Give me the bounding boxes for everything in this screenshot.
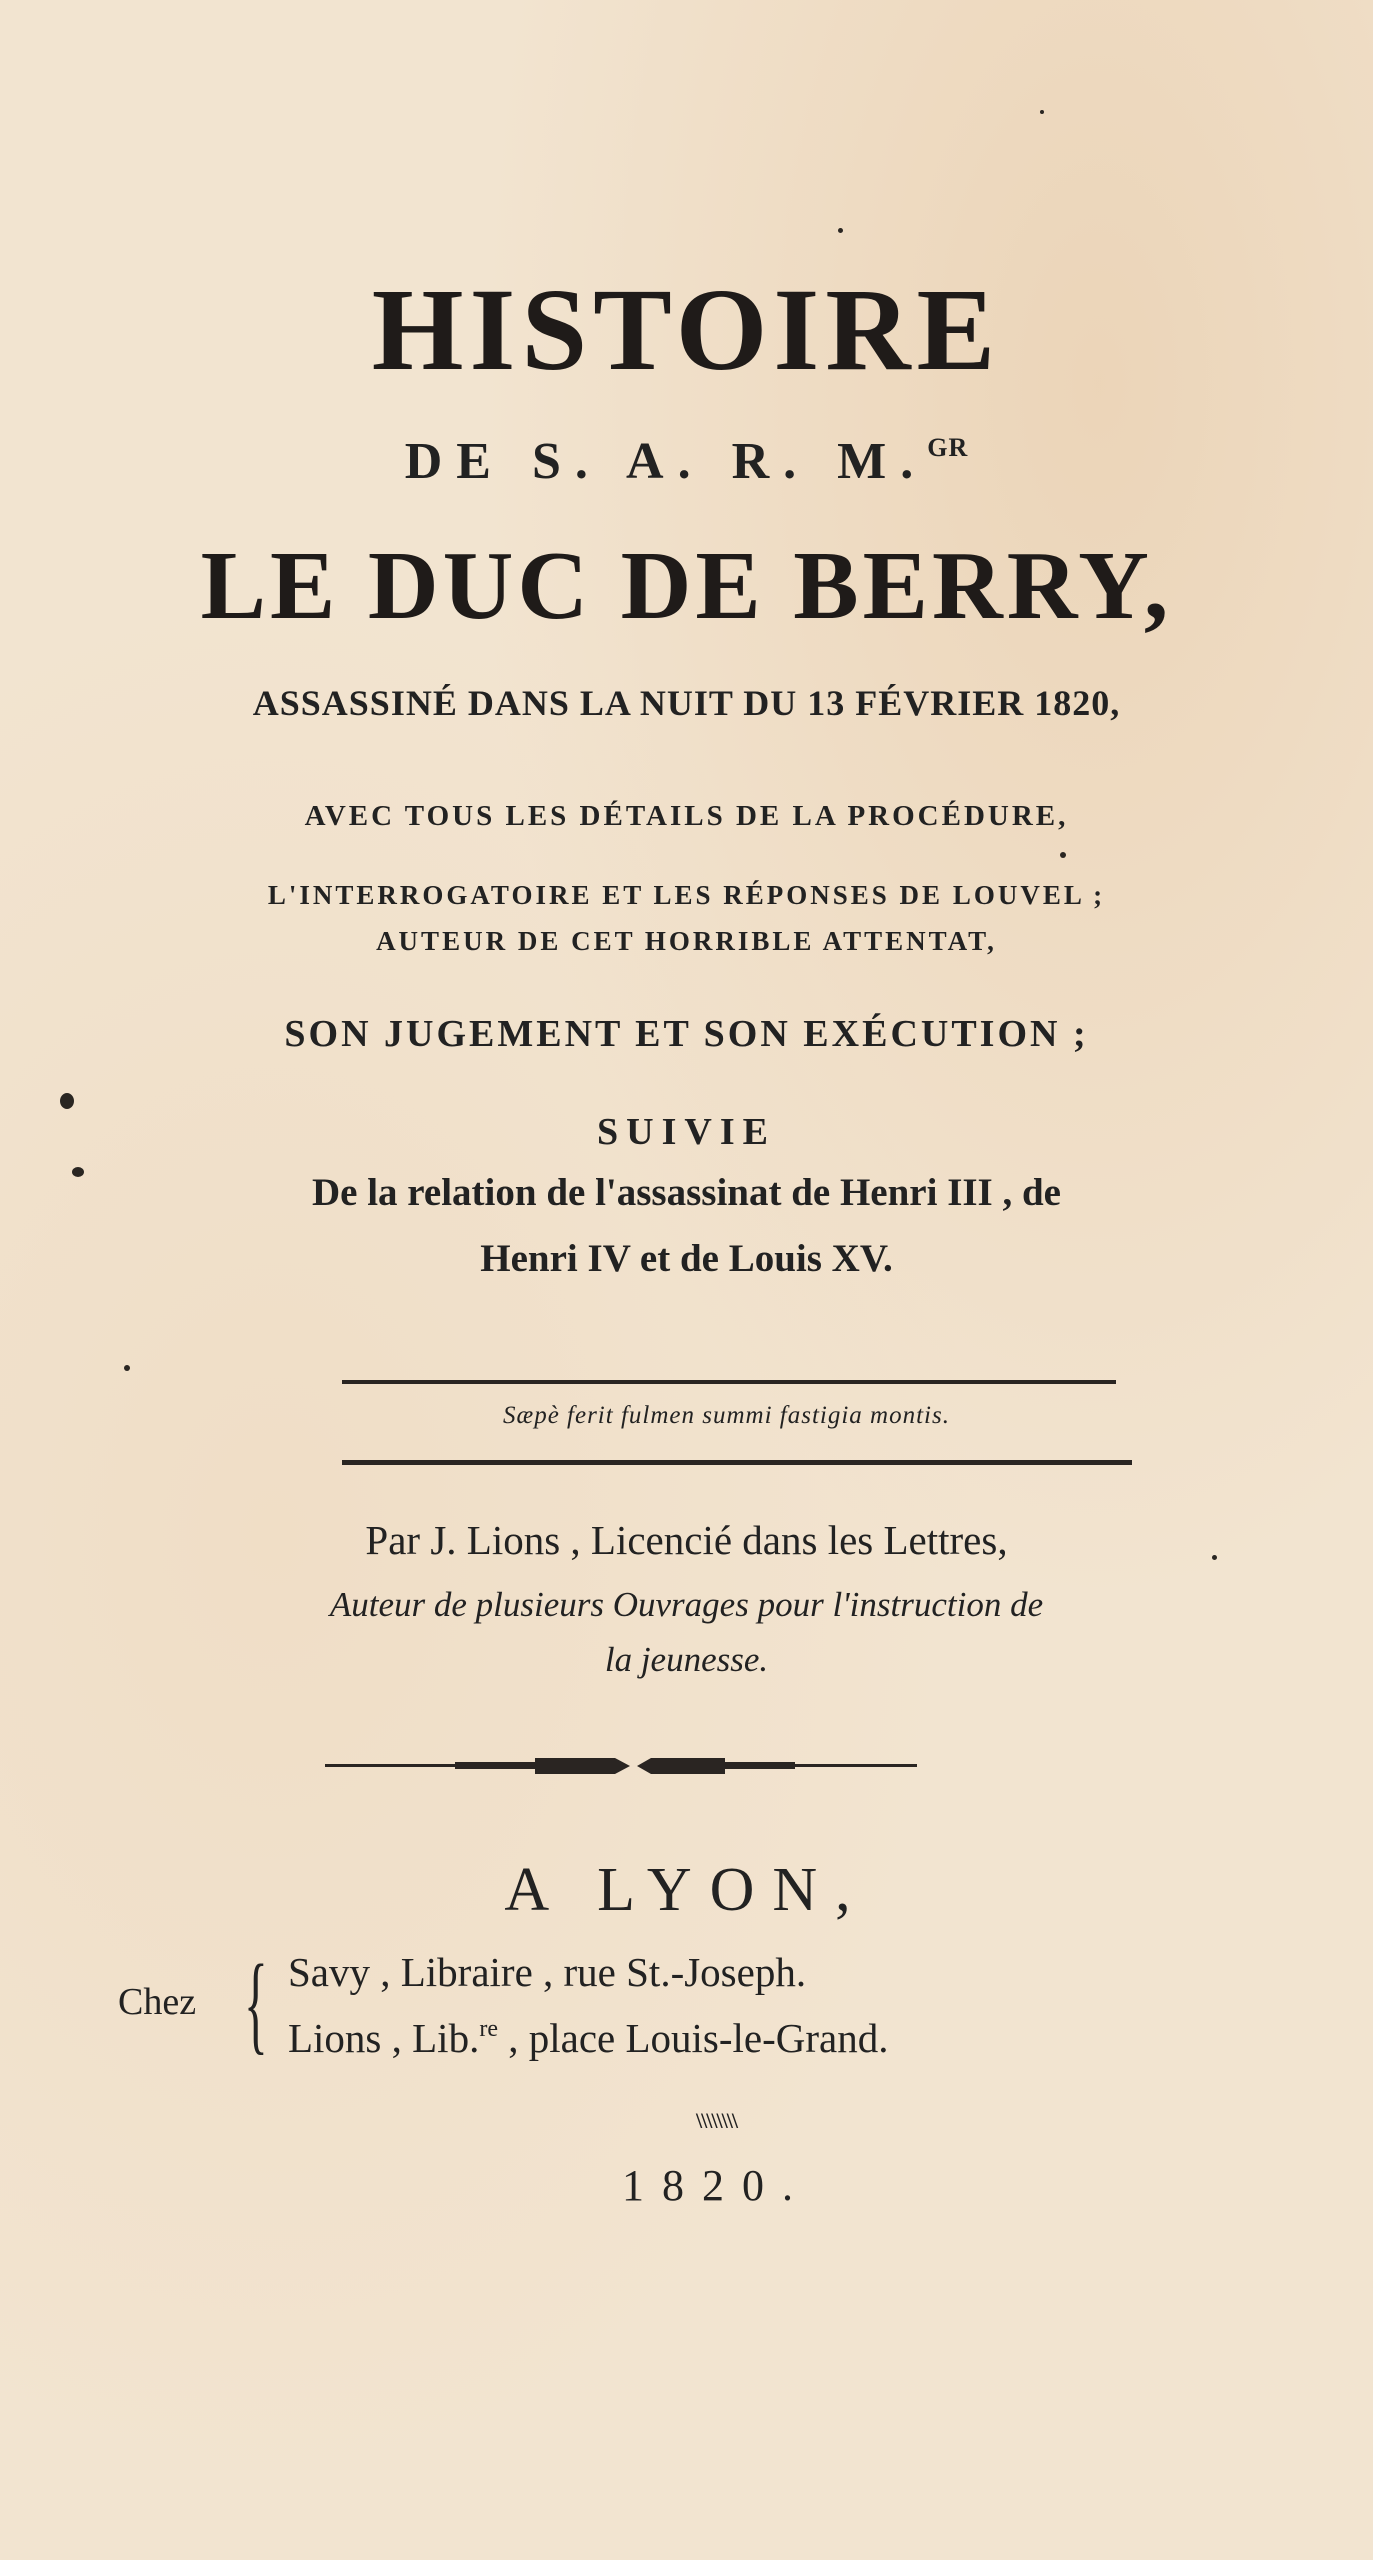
interrogation-line: L'INTERROGATOIRE ET LES RÉPONSES DE LOUVEL ; [267, 880, 1106, 910]
brace-symbol: { [244, 1942, 268, 2064]
ink-speck [1212, 1555, 1217, 1560]
ink-speck [124, 1365, 130, 1371]
author-credit: Par J. Lions , Licencié dans les Lettres, [365, 1517, 1008, 1563]
author-of-attack-line: AUTEUR DE CET HORRIBLE ATTENTAT, [376, 926, 997, 956]
rule-top [342, 1380, 1116, 1384]
publisher-2-prefix: Lions , Lib. [288, 2015, 480, 2061]
wavy-ornament: \\\\\\\\ [696, 2108, 737, 2133]
city-line: A LYON, [504, 1856, 869, 1924]
judgment-line: SON JUGEMENT ET SON EXÉCUTION ; [284, 1013, 1089, 1055]
latin-motto: Sæpè ferit fulmen summi fastigia montis. [503, 1402, 950, 1429]
relation-line-1: De la relation de l'assassinat de Henri III , de [312, 1171, 1061, 1214]
suivie-heading: SUIVIE [597, 1111, 776, 1153]
ornament-divider [325, 1755, 917, 1777]
publisher-2 [288, 2014, 888, 2062]
publisher-1: Savy , Libraire , rue St.-Joseph. [288, 1949, 807, 1995]
ink-speck [1060, 852, 1066, 858]
chez-label: Chez [118, 1981, 197, 2023]
ink-speck [72, 1167, 84, 1177]
author-description-1: Auteur de plusieurs Ouvrages pour l'instruction de [329, 1585, 1044, 1624]
procedure-line: AVEC TOUS LES DÉTAILS DE LA PROCÉDURE, [304, 800, 1069, 832]
publisher-2-suffix: , place Louis-le-Grand. [497, 2015, 889, 2061]
ink-speck [1040, 110, 1044, 114]
publication-year: 1820. [622, 2161, 811, 2210]
rule-bottom [342, 1460, 1132, 1465]
subtitle-superscript: GR [927, 433, 969, 462]
duke-name: LE DUC DE BERRY, [200, 532, 1173, 640]
publisher-2-superscript: re [479, 2016, 498, 2042]
assassination-line: ASSASSINÉ DANS LA NUIT DU 13 FÉVRIER 1820, [252, 683, 1121, 723]
book-title: HISTOIRE [371, 264, 1002, 395]
ink-speck [60, 1093, 74, 1109]
subtitle-royal-highness [0, 432, 1373, 491]
relation-line-2: Henri IV et de Louis XV. [480, 1237, 893, 1280]
ink-speck [838, 228, 843, 233]
subtitle-prefix: DE S. A. R. M. [404, 433, 928, 490]
author-description-2: la jeunesse. [604, 1640, 769, 1679]
